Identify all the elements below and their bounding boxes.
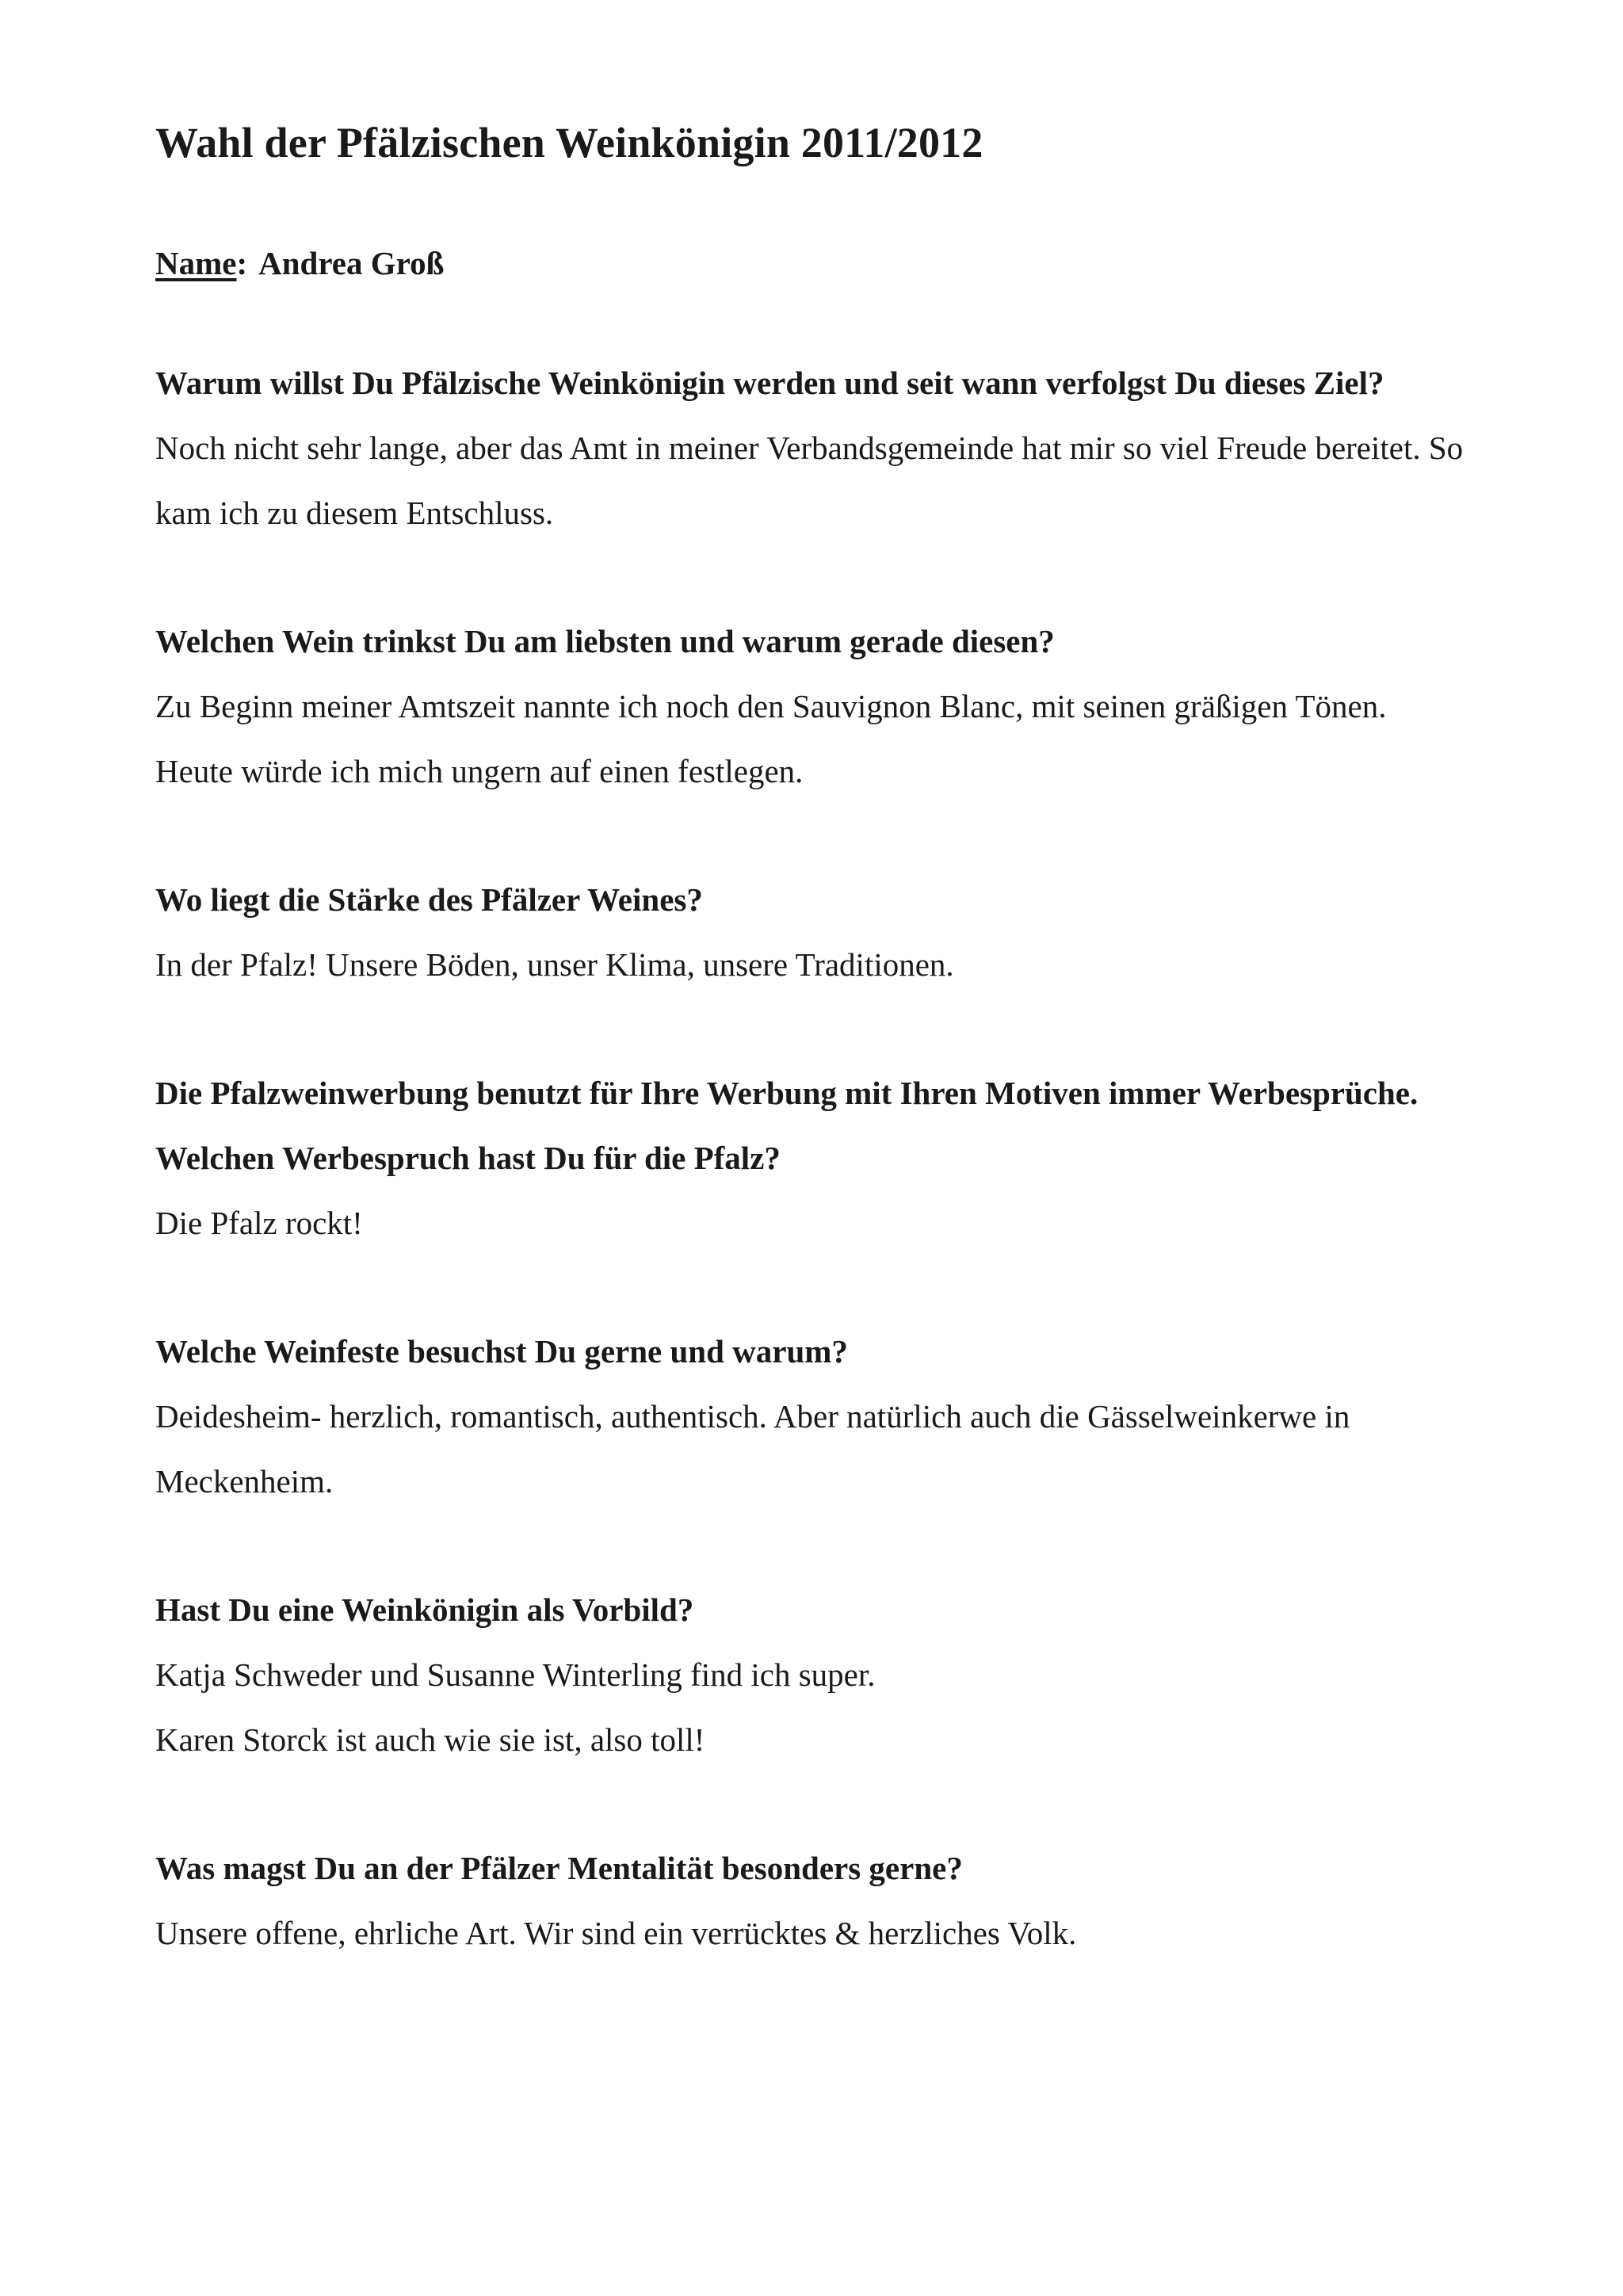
- answer-line: Noch nicht sehr lange, aber das Amt in meiner Verbandsgemeinde hat mir so viel Freude bereitet. So kam ich zu diesem Entschluss.: [155, 430, 1464, 531]
- answer-line: Deidesheim- herzlich, romantisch, authentisch. Aber natürlich auch die Gässelweinkerwe in Meckenheim.: [155, 1398, 1350, 1499]
- answer-line: Zu Beginn meiner Amtszeit nannte ich noch den Sauvignon Blanc, mit seinen gräßigen Tönen. Heute würde ich mich ungern auf einen festlegen.: [155, 688, 1387, 789]
- answer-line: Katja Schweder und Susanne Winterling find ich super.: [155, 1656, 876, 1693]
- answer: [155, 674, 1471, 804]
- answer: [155, 1901, 1471, 1966]
- answer-line: Unsere offene, ehrliche Art. Wir sind ein verrücktes & herzliches Volk.: [155, 1915, 1077, 1951]
- answer: [155, 932, 1471, 997]
- answer: [155, 1190, 1471, 1255]
- name-separator: :: [236, 245, 248, 281]
- qa-item: [155, 867, 1471, 997]
- qa-item: [155, 350, 1471, 545]
- answer-line: Karen Storck ist auch wie sie ist, also toll!: [155, 1721, 705, 1758]
- document-title: Wahl der Pfälzischen Weinkönigin 2011/2012: [155, 119, 983, 166]
- qa-item: [155, 1577, 1471, 1772]
- question: Die Pfalzweinwerbung benutzt für Ihre Werbung mit Ihren Motiven immer Werbesprüche. Welchen Werbespruch hast Du für die Pfalz?: [155, 1075, 1419, 1176]
- question: Warum willst Du Pfälzische Weinkönigin werden und seit wann verfolgst Du dieses Ziel?: [155, 365, 1384, 401]
- answer-line: Die Pfalz rockt!: [155, 1205, 363, 1241]
- question: Welchen Wein trinkst Du am liebsten und warum gerade diesen?: [155, 623, 1055, 659]
- qa-item: [155, 609, 1471, 804]
- document-page: [155, 111, 1471, 1966]
- question: Welche Weinfeste besuchst Du gerne und warum?: [155, 1333, 848, 1370]
- question: Was magst Du an der Pfälzer Mentalität besonders gerne?: [155, 1850, 963, 1886]
- name-label: Name: [155, 245, 237, 281]
- question: Hast Du eine Weinkönigin als Vorbild?: [155, 1591, 694, 1628]
- qa-item: [155, 1836, 1471, 1966]
- name-value: Andrea Groß: [258, 245, 445, 281]
- answer-line: In der Pfalz! Unsere Böden, unser Klima, unsere Traditionen.: [155, 946, 954, 983]
- name-line: [155, 239, 1471, 287]
- answer: [155, 1642, 1471, 1772]
- qa-item: [155, 1060, 1471, 1255]
- answer: [155, 1384, 1471, 1514]
- answer: [155, 415, 1471, 545]
- qa-item: [155, 1319, 1471, 1514]
- question: Wo liegt die Stärke des Pfälzer Weines?: [155, 881, 703, 918]
